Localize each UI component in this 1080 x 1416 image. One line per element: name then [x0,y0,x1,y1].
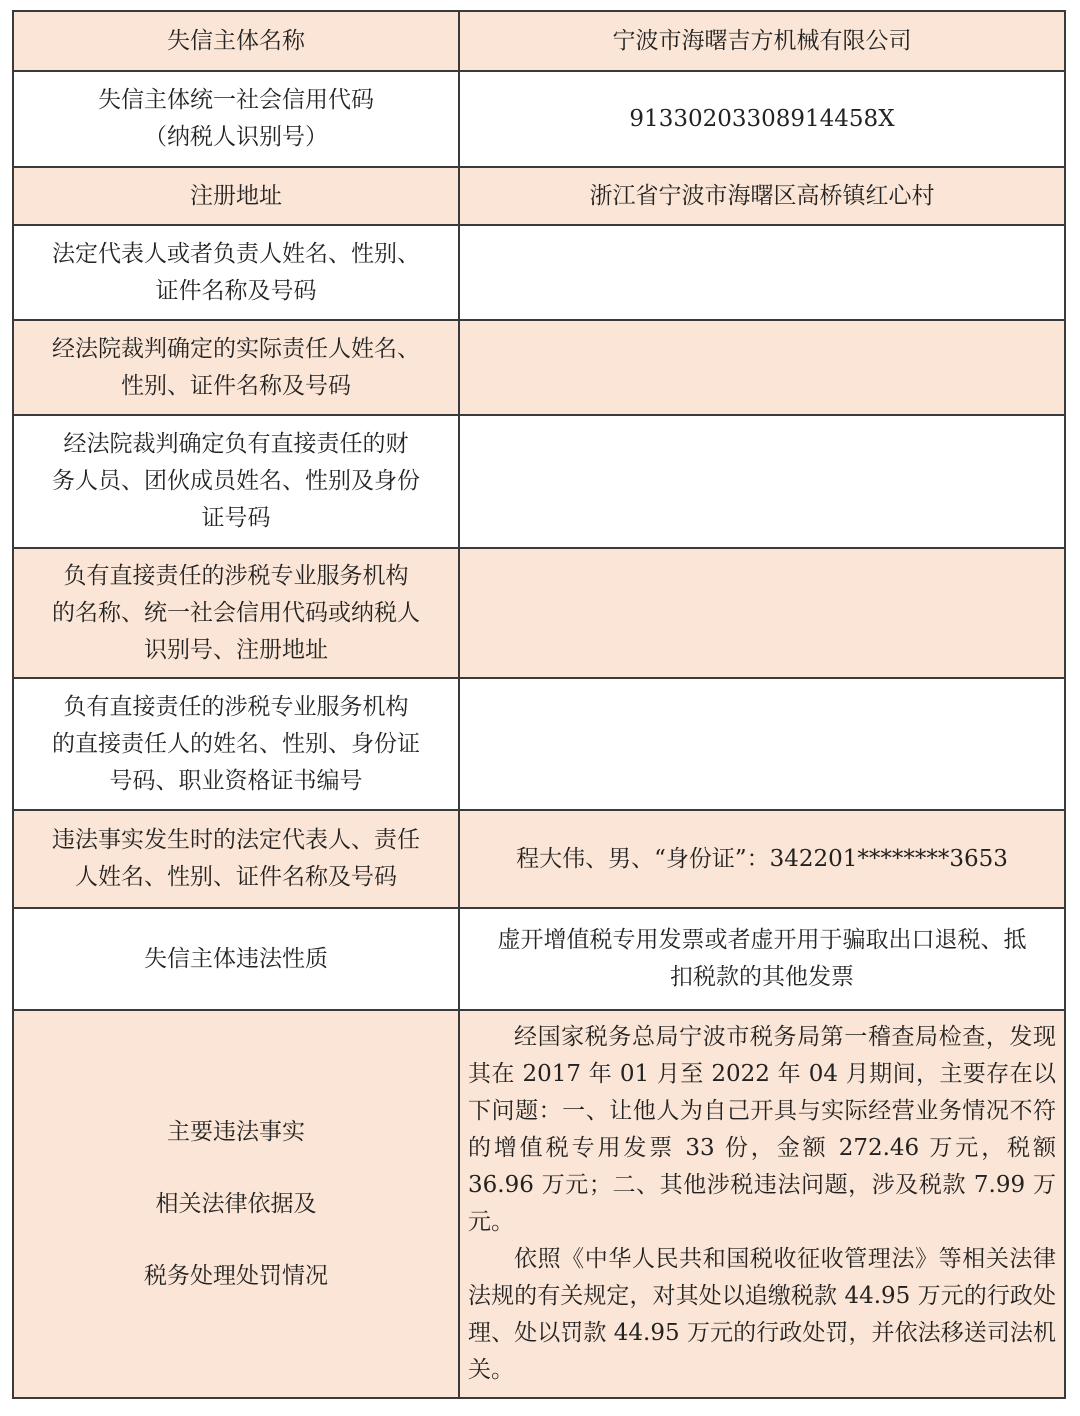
paragraph: 经国家税务总局宁波市税务局第一稽查局检查，发现其在 2017 年 01 月至 2022 年 04 月期间，主要存在以下问题：一、让他人为自己开具与实际经营业务情况不符的增值税专用发票 33 份，金额 272.46 万元，税额 36.96 万元；二、其他涉税违法问题，涉及税款 7.99 万元。 [468,1024,1056,1235]
label-line: 主要违法事实 [167,1119,305,1145]
value-cell [459,908,1065,1010]
value-cell [459,415,1065,548]
label-line: 识别号、注册地址 [144,636,328,663]
value-cell [459,678,1065,810]
table-row [13,678,1065,810]
label-cell [13,225,459,320]
label-cell [13,810,459,908]
label-line: 的名称、统一社会信用代码或纳税人 [52,599,420,626]
value-cell: 宁波市海曙吉方机械有限公司 [459,11,1065,71]
label-cell [13,1010,459,1398]
label-line: 证号码 [201,505,271,531]
table-row [13,810,1065,908]
value-cell [459,320,1065,415]
value-cell: 浙江省宁波市海曙区高桥镇红心村 [459,167,1065,225]
table-row [13,11,1065,71]
label-line: 经法院裁判确定负有直接责任的财 [63,431,409,457]
label-line: 违法事实发生时的法定代表人、责任 [52,827,420,853]
table-row [13,225,1065,320]
table-row [13,167,1065,225]
value-cell [459,548,1065,678]
value-cell: 91330203308914458X [459,71,1065,167]
label-line: 人姓名、性别、证件名称及号码 [75,864,397,890]
table-row [13,1010,1065,1398]
table-row [13,548,1065,678]
table-row [13,71,1065,167]
label-cell [13,678,459,810]
label-line: 经法院裁判确定的实际责任人姓名、 [52,335,420,362]
label-line: 相关法律依据及 [155,1191,317,1217]
label-line: 负有直接责任的涉税专业服务机构 [63,693,409,720]
table-row [13,415,1065,548]
label-cell [13,548,459,678]
paragraph: 依照《中华人民共和国税收征收管理法》等相关法律法规的有关规定，对其处以追缴税款 44.95 万元的行政处理、处以罚款 44.95 万元的行政处罚，并依法移送司法机关。 [468,1246,1056,1383]
label-cell: 失信主体违法性质 [13,908,459,1010]
label-line: （纳税人识别号） [144,124,328,150]
table-row [13,320,1065,415]
label-cell: 失信主体名称 [13,11,459,71]
label-line: 证件名称及号码 [155,277,317,304]
label-line: 税务处理处罚情况 [144,1263,328,1289]
table-row [13,908,1065,1010]
value-cell [459,225,1065,320]
value-line: 虚开增值税专用发票或者虚开用于骗取出口退税、抵 [497,927,1027,953]
value-cell: 程大伟、男、“身份证”：342201********3653 [459,810,1065,908]
label-line: 负有直接责任的涉税专业服务机构 [63,562,409,589]
value-line: 扣税款的其他发票 [670,964,854,990]
label-cell [13,71,459,167]
label-line: 号码、职业资格证书编号 [109,767,363,794]
label-line: 失信主体统一社会信用代码 [98,87,374,113]
label-line: 务人员、团伙成员姓名、性别及身份 [52,468,420,494]
label-cell [13,415,459,548]
label-line: 法定代表人或者负责人姓名、性别、 [52,240,420,267]
value-cell [459,1010,1065,1398]
label-cell [13,320,459,415]
label-cell: 注册地址 [13,167,459,225]
credit-info-table [12,10,1066,1399]
label-line: 的直接责任人的姓名、性别、身份证 [52,730,420,757]
label-line: 性别、证件名称及号码 [121,372,351,399]
